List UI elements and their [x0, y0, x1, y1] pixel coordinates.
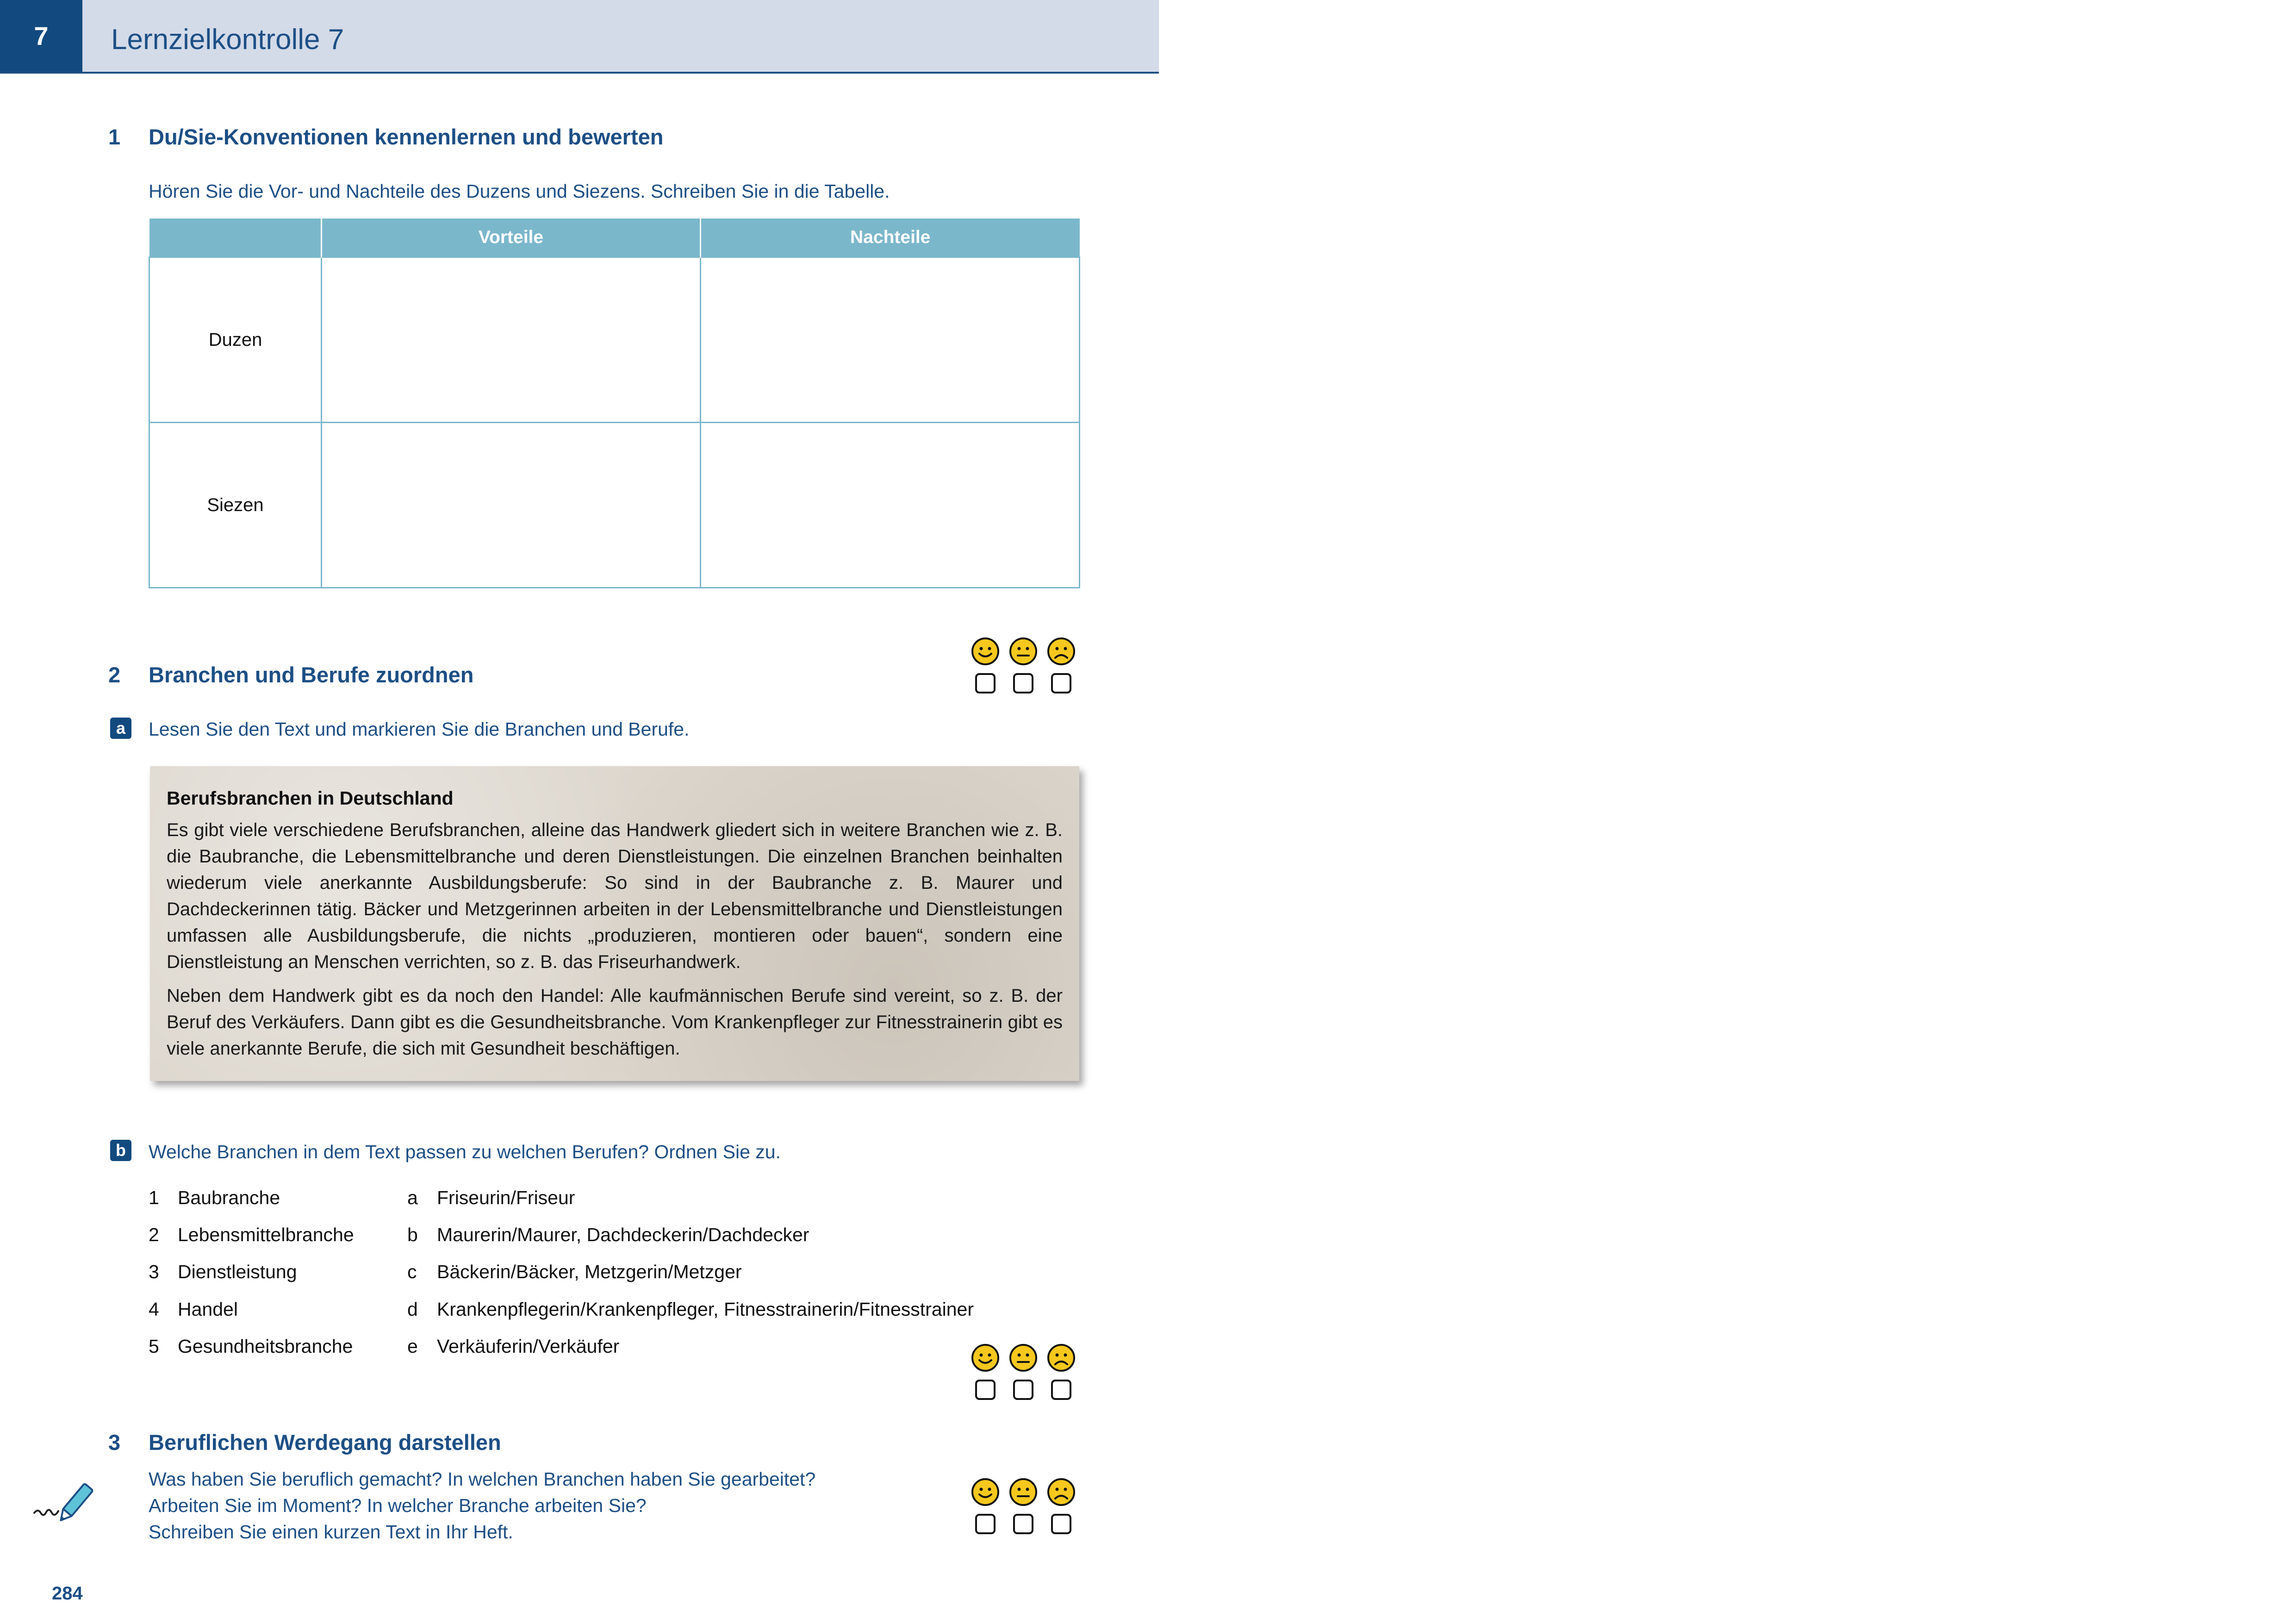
job-label: Krankenpflegerin/Krankenpfleger, Fitnesstrainerin/Fitnesstrainer [437, 1299, 974, 1320]
branch-label: Handel [178, 1299, 238, 1320]
subtask-b-instruction: Welche Branchen in dem Text passen zu welchen Berufen? Ordnen Sie zu. [149, 1141, 781, 1162]
subtask-b-badge: b [110, 1140, 131, 1161]
header-bar [0, 0, 1159, 74]
item-letter: c [407, 1261, 417, 1282]
list-item [0, 1336, 1064, 1363]
table-row [149, 257, 1080, 423]
neutral-face-icon [1009, 1343, 1038, 1372]
task-3-question-2: Arbeiten Sie im Moment? In welcher Branche arbeiten Sie? [149, 1495, 647, 1516]
item-letter: b [407, 1224, 418, 1245]
table-header-row [149, 219, 1080, 257]
branch-label: Baubranche [178, 1187, 280, 1208]
branch-label: Dienstleistung [178, 1261, 297, 1282]
page-title: Lernzielkontrolle 7 [111, 24, 344, 56]
checkbox-happy[interactable] [975, 1380, 996, 1400]
item-number: 1 [149, 1187, 159, 1208]
table-header-empty [149, 219, 322, 257]
table-header-vorteile: Vorteile [322, 219, 701, 257]
cell-siezen-vorteile[interactable] [322, 423, 701, 588]
row-label-duzen: Duzen [149, 257, 322, 423]
list-item [0, 1299, 1064, 1326]
subtask-a-badge: a [110, 718, 131, 739]
item-letter: a [407, 1187, 418, 1208]
section-2-title: Branchen und Berufe zuordnen [149, 662, 474, 687]
reading-text-card [150, 766, 1079, 1081]
branch-label: Gesundheitsbranche [178, 1336, 353, 1357]
job-label: Verkäuferin/Verkäufer [437, 1336, 620, 1357]
checkbox-sad[interactable] [1051, 1514, 1071, 1534]
chapter-number: 7 [0, 0, 82, 72]
section-3-title: Beruflichen Werdegang darstellen [149, 1430, 501, 1455]
section-3-number: 3 [108, 1430, 121, 1455]
checkbox-happy[interactable] [975, 673, 996, 693]
section-2-number: 2 [108, 662, 121, 687]
neutral-face-icon [1009, 1478, 1038, 1506]
row-label-siezen: Siezen [149, 423, 322, 588]
item-number: 4 [149, 1299, 159, 1320]
checkbox-sad[interactable] [1051, 673, 1071, 693]
card-paragraph-1: Es gibt viele verschiedene Berufsbranchen, alleine das Handwerk gliedert sich in weitere Branchen wie z. B. die Baubranche, die Lebensmittelbranche und deren Dienstleistungen. Die einzelnen Branchen beinhalten wiederum viele anerkannte Ausbildungsberufe: So sind in der Baubranche z. B. Maurer und Dachdeckerinnen tätig. Bäcker und Metzgerinnen arbeiten in der Lebensmittelbranche und Dienstleistungen umfassen alle Ausbildungsberufe, die nichts „produzieren, montieren oder bauen“, sondern eine Dienstleistung an Menschen verrichten, so z. B. das Friseurhandwerk. [167, 820, 1063, 972]
cell-siezen-nachteile[interactable] [701, 423, 1080, 588]
list-item [0, 1224, 1064, 1252]
page-number: 284 [52, 1583, 83, 1604]
list-item [0, 1261, 1064, 1289]
item-letter: d [407, 1299, 418, 1320]
self-assessment-2 [971, 1343, 1082, 1404]
neutral-face-icon [1009, 637, 1038, 666]
checkbox-sad[interactable] [1051, 1380, 1071, 1400]
pen-icon [32, 1476, 95, 1522]
pros-cons-table [149, 219, 1080, 588]
task-3-instruction: Schreiben Sie einen kurzen Text in Ihr Heft. [149, 1521, 513, 1543]
subtask-a-instruction: Lesen Sie den Text und markieren Sie die Branchen und Berufe. [149, 718, 690, 740]
section-1-number: 1 [108, 125, 121, 149]
section-1-instruction: Hören Sie die Vor- und Nachteile des Duzens und Siezens. Schreiben Sie in die Tabelle. [149, 181, 890, 202]
item-number: 3 [149, 1261, 159, 1282]
job-label: Bäckerin/Bäcker, Metzgerin/Metzger [437, 1261, 742, 1282]
card-title: Berufsbranchen in Deutschland [167, 787, 454, 809]
cell-duzen-vorteile[interactable] [322, 257, 701, 423]
self-assessment-1 [971, 637, 1082, 697]
branch-label: Lebensmittelbranche [178, 1224, 354, 1245]
list-item [0, 1187, 1064, 1215]
sad-face-icon [1047, 1478, 1076, 1506]
task-3-question-1: Was haben Sie beruflich gemacht? In welchen Branchen haben Sie gearbeitet? [149, 1468, 816, 1490]
happy-face-icon [971, 1478, 1000, 1506]
section-1-title: Du/Sie-Konventionen kennenlernen und bewerten [149, 125, 664, 149]
happy-face-icon [971, 637, 1000, 666]
table-row [149, 423, 1080, 588]
checkbox-happy[interactable] [975, 1514, 996, 1534]
sad-face-icon [1047, 637, 1076, 666]
checkbox-neutral[interactable] [1013, 1514, 1033, 1534]
self-assessment-3 [971, 1478, 1082, 1538]
item-letter: e [407, 1336, 418, 1357]
sad-face-icon [1047, 1343, 1076, 1372]
card-paragraph-2: Neben dem Handwerk gibt es da noch den Handel: Alle kaufmännischen Berufe sind vereint, so z. B. der Beruf des Verkäufers. Dann gibt es die Gesundheitsbranche. Vom Krankenpfleger zur Fitnesstrainerin gibt es viele anerkannte Berufe, die sich mit Gesundheit beschäftigen. [167, 986, 1063, 1059]
job-label: Maurerin/Maurer, Dachdeckerin/Dachdecker [437, 1224, 809, 1245]
cell-duzen-nachteile[interactable] [701, 257, 1080, 423]
happy-face-icon [971, 1343, 1000, 1372]
checkbox-neutral[interactable] [1013, 1380, 1033, 1400]
job-label: Friseurin/Friseur [437, 1187, 575, 1208]
item-number: 2 [149, 1224, 159, 1245]
table-header-nachteile: Nachteile [701, 219, 1080, 257]
item-number: 5 [149, 1336, 159, 1357]
checkbox-neutral[interactable] [1013, 673, 1033, 693]
